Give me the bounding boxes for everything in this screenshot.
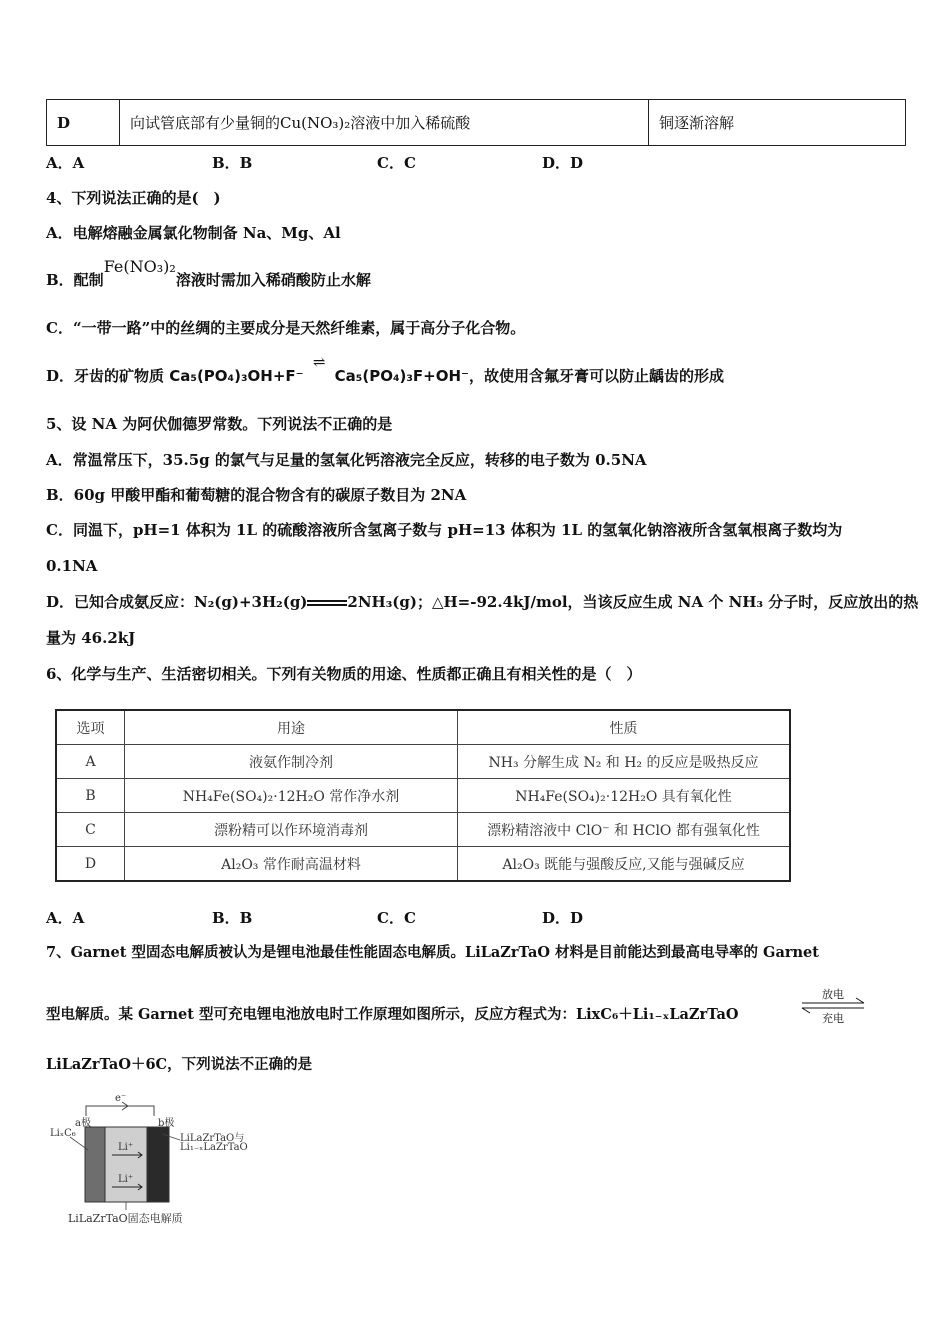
table-cell: Al₂O₃ 常作耐高温材料 [125, 847, 458, 882]
q6-option-c: C．C [377, 909, 416, 927]
q3-option-b: B．B [212, 154, 253, 172]
q7-line1: 7、Garnet 型固态电解质被认为是锂电池最佳性能固态电解质。LiLaZrTaO 材料是目前能达到最高电导率的 Garnet [46, 944, 819, 961]
q5-option-b: B．60g 甲酸甲酯和葡萄糖的混合物含有的碳原子数目为 2NA [46, 486, 467, 504]
q4-option-a: A．电解熔融金属氯化物制备 Na、Mg、Al [46, 224, 341, 242]
q5-d-part2: 2NH₃(g)；△H=-92.4kJ/mol，当该反应生成 NA 个 NH₃ 分子时，反应放出的热 [347, 593, 919, 611]
battery-diagram [50, 1092, 260, 1227]
row-label: D [47, 100, 120, 146]
table-row [56, 847, 790, 882]
q5-stem: 5、设 NA 为阿伏伽德罗常数。下列说法不正确的是 [46, 415, 393, 433]
table-row [56, 745, 790, 779]
table-cell: NH₄Fe(SO₄)₂·12H₂O 常作净水剂 [125, 779, 458, 813]
q4-option-b [46, 257, 371, 290]
equilibrium-arrow-icon [307, 598, 347, 608]
q4-b-post: 溶液时需加入稀硝酸防止水解 [175, 271, 371, 289]
q4-d-left: Ca₅(PO₄)₃OH+F⁻ [169, 367, 304, 385]
q4-b-formula: Fe(NO₃)₂ [103, 257, 176, 276]
equilibrium-icon: ⇌ [312, 353, 326, 371]
right-label-2: Li₁₋ₓLaZrTaO [180, 1142, 248, 1153]
q3-option-a: A．A [46, 154, 85, 172]
q5-option-a: A．常温常压下，35.5g 的氯气与足量的氢氧化钙溶液完全反应，转移的电子数为 0.5NA [46, 451, 647, 469]
q4-option-c: C．“一带一路”中的丝绸的主要成分是天然纤维素，属于高分子化合物。 [46, 319, 526, 337]
table-cell: 漂粉精可以作环境消毒剂 [125, 813, 458, 847]
table-row [56, 813, 790, 847]
q5-option-c-line1: C．同温下，pH=1 体积为 1L 的硫酸溶液所含氢离子数与 pH=13 体积为 1L 的氢氧化钠溶液所含氢氧根离子数均为 [46, 521, 843, 539]
battery-figure [50, 1092, 260, 1227]
q7-line2: 型电解质。某 Garnet 型可充电锂电池放电时工作原理如图所示，反应方程式为：LixC₆＋Li₁₋ₓLaZrTaO [46, 1006, 739, 1023]
table-cell: Al₂O₃ 既能与强酸反应,又能与强碱反应 [458, 847, 791, 882]
electron-label: e⁻ [115, 1093, 127, 1104]
q5-d-part1: D．已知合成氨反应：N₂(g)+3H₂(g) [46, 593, 308, 611]
right-label-1: LiLaZrTaO与 [180, 1133, 245, 1144]
q3-option-d: D．D [542, 154, 584, 172]
q7-line3: LiLaZrTaO＋6C，下列说法不正确的是 [46, 1056, 313, 1073]
q4-stem: 4、下列说法正确的是( ) [46, 189, 221, 207]
table-cell: NH₄Fe(SO₄)₂·12H₂O 具有氧化性 [458, 779, 791, 813]
q3-option-c: C．C [377, 154, 416, 172]
header-use: 用途 [125, 710, 458, 745]
left-electrode-label: LiₓC₆ [50, 1128, 76, 1139]
q4-d-right: Ca₅(PO₄)₃F+OH⁻ [334, 367, 469, 385]
reversible-arrow [800, 986, 866, 1026]
option-d-table [46, 99, 906, 146]
li-ion-label-2: Li⁺ [118, 1174, 134, 1185]
arrow-bottom-label: 充电 [822, 1012, 844, 1025]
q5-option-c-line2: 0.1NA [46, 557, 98, 575]
q6-option-b: B．B [212, 909, 253, 927]
q4-d-pre: D．牙齿的矿物质 [46, 367, 165, 385]
b-electrode-label: b极 [158, 1118, 175, 1129]
table-row [56, 779, 790, 813]
q4-d-post: ，故使用含氟牙膏可以防止龋齿的形成 [468, 367, 724, 385]
table-cell: B [56, 779, 125, 813]
table-cell: A [56, 745, 125, 779]
header-property: 性质 [458, 710, 791, 745]
q5-option-d-line2: 量为 46.2kJ [46, 629, 136, 647]
table-cell: 漂粉精溶液中 ClO⁻ 和 HClO 都有强氧化性 [458, 813, 791, 847]
q6-option-a: A．A [46, 909, 85, 927]
table-cell: C [56, 813, 125, 847]
q6-table [55, 709, 791, 882]
a-electrode-label: a极 [75, 1118, 91, 1129]
arrow-top-label: 放电 [822, 988, 844, 1001]
table-cell: D [56, 847, 125, 882]
q4-option-d [46, 353, 724, 386]
table-header-row [56, 710, 790, 745]
header-option: 选项 [56, 710, 125, 745]
row-content: 向试管底部有少量铜的Cu(NO₃)₂溶液中加入稀硫酸 [120, 100, 649, 146]
q5-option-d-line1 [46, 592, 918, 612]
q6-option-d: D．D [542, 909, 584, 927]
table-cell: 液氨作制冷剂 [125, 745, 458, 779]
row-result: 铜逐渐溶解 [649, 100, 906, 146]
figure-caption: LiLaZrTaO固态电解质 [68, 1212, 183, 1225]
q4-b-pre: B．配制 [46, 271, 104, 289]
q6-stem: 6、化学与生产、生活密切相关。下列有关物质的用途、性质都正确且有相关性的是（ ） [46, 665, 642, 683]
li-ion-label-1: Li⁺ [118, 1142, 134, 1153]
table-cell: NH₃ 分解生成 N₂ 和 H₂ 的反应是吸热反应 [458, 745, 791, 779]
